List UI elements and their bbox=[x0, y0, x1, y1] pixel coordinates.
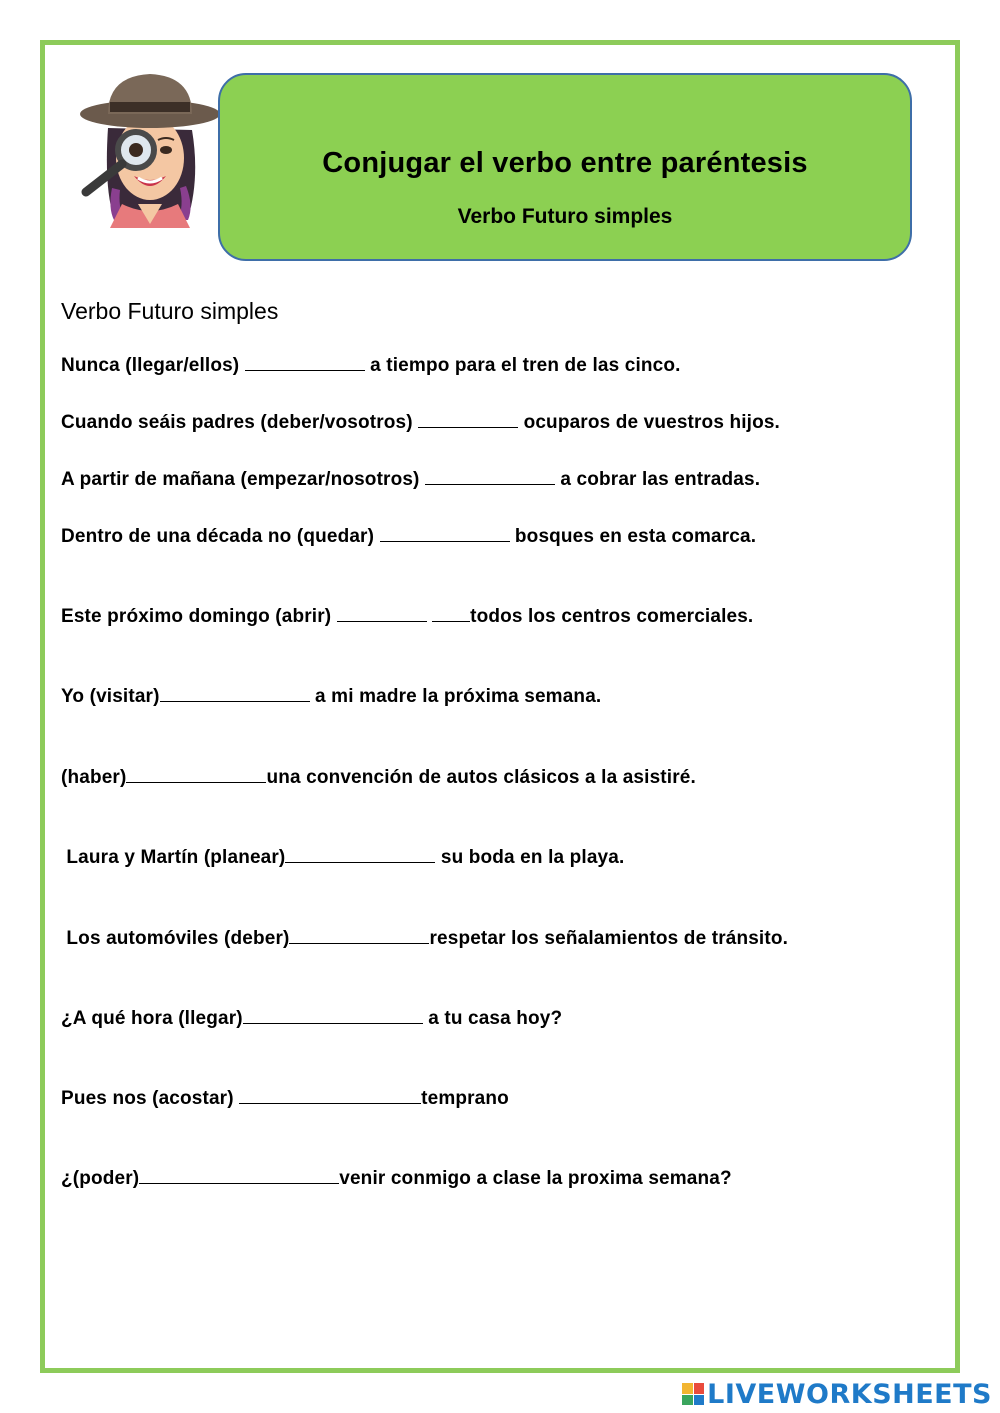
exercise-line bbox=[61, 468, 760, 491]
sentence-after: a tu casa hoy? bbox=[422, 1008, 563, 1029]
answer-blank[interactable] bbox=[160, 685, 310, 702]
sentence-after: ocuparos de vuestros hijos. bbox=[518, 412, 780, 433]
logo-text: LIVEWORKSHEETS bbox=[707, 1378, 992, 1410]
answer-blank[interactable] bbox=[243, 1007, 423, 1024]
answer-blank[interactable] bbox=[432, 605, 470, 622]
sentence-after: bosques en esta comarca. bbox=[509, 526, 757, 547]
sentence-before: Dentro de una década no (quedar) bbox=[61, 526, 380, 547]
sentence-before: (haber) bbox=[61, 767, 127, 788]
worksheet-subtitle: Verbo Futuro simples bbox=[457, 205, 673, 228]
exercise-line bbox=[61, 605, 753, 628]
answer-blank[interactable] bbox=[425, 468, 555, 485]
answer-blank[interactable] bbox=[239, 1087, 421, 1104]
exercise-line bbox=[61, 411, 780, 434]
answer-blank[interactable] bbox=[380, 525, 510, 542]
sentence-after: a cobrar las entradas. bbox=[554, 469, 761, 490]
exercise-line bbox=[61, 846, 624, 869]
exercise-line bbox=[61, 1087, 509, 1110]
sentence-before: Cuando seáis padres (deber/vosotros) bbox=[61, 412, 419, 433]
logo-square bbox=[682, 1383, 693, 1394]
answer-blank[interactable] bbox=[126, 766, 266, 783]
exercise-line bbox=[61, 1167, 732, 1190]
answer-blank[interactable] bbox=[139, 1167, 339, 1184]
sentence-before: Los automóviles (deber) bbox=[61, 928, 290, 949]
sentence-before: Nunca (llegar/ellos) bbox=[61, 355, 245, 376]
sentence-before: Laura y Martín (planear) bbox=[61, 847, 286, 868]
exercise-line bbox=[61, 766, 696, 789]
exercise-line bbox=[61, 354, 681, 377]
sentence-before: A partir de mañana (empezar/nosotros) bbox=[61, 469, 425, 490]
sentence-before: Pues nos (acostar) bbox=[61, 1088, 240, 1109]
exercise-line bbox=[61, 685, 601, 708]
sentence-before: Yo (visitar) bbox=[61, 686, 160, 707]
sentence-after: una convención de autos clásicos a la asistiré. bbox=[266, 767, 696, 788]
exercise-line bbox=[61, 1007, 562, 1030]
sentence-after: a mi madre la próxima semana. bbox=[309, 686, 602, 707]
answer-blank[interactable] bbox=[289, 927, 429, 944]
logo-square bbox=[694, 1383, 705, 1394]
header-box bbox=[218, 73, 912, 261]
section-title: Verbo Futuro simples bbox=[61, 298, 279, 324]
sentence-before: ¿(poder) bbox=[61, 1168, 140, 1189]
exercise-line bbox=[61, 927, 788, 950]
sentence-after: venir conmigo a clase la proxima semana? bbox=[339, 1168, 732, 1189]
sentence-after: respetar los señalamientos de tránsito. bbox=[429, 928, 789, 949]
sentence-after: su boda en la playa. bbox=[435, 847, 625, 868]
sentence-after: temprano bbox=[421, 1088, 509, 1109]
answer-blank[interactable] bbox=[245, 354, 365, 371]
exercise-line bbox=[61, 525, 756, 548]
sentence-before: Este próximo domingo (abrir) bbox=[61, 606, 337, 627]
detective-avatar-icon bbox=[78, 68, 220, 228]
liveworksheets-logo bbox=[682, 1379, 992, 1409]
sentence-after: todos los centros comerciales. bbox=[470, 606, 754, 627]
sentence-before: ¿A qué hora (llegar) bbox=[61, 1008, 243, 1029]
logo-square bbox=[682, 1395, 693, 1406]
answer-blank[interactable] bbox=[285, 846, 435, 863]
logo-square bbox=[694, 1395, 705, 1406]
logo-squares-icon bbox=[682, 1383, 704, 1405]
answer-blank[interactable] bbox=[337, 605, 427, 622]
answer-blank[interactable] bbox=[418, 411, 518, 428]
worksheet-title: Conjugar el verbo entre paréntesis bbox=[322, 147, 808, 179]
sentence-after: a tiempo para el tren de las cinco. bbox=[364, 355, 681, 376]
